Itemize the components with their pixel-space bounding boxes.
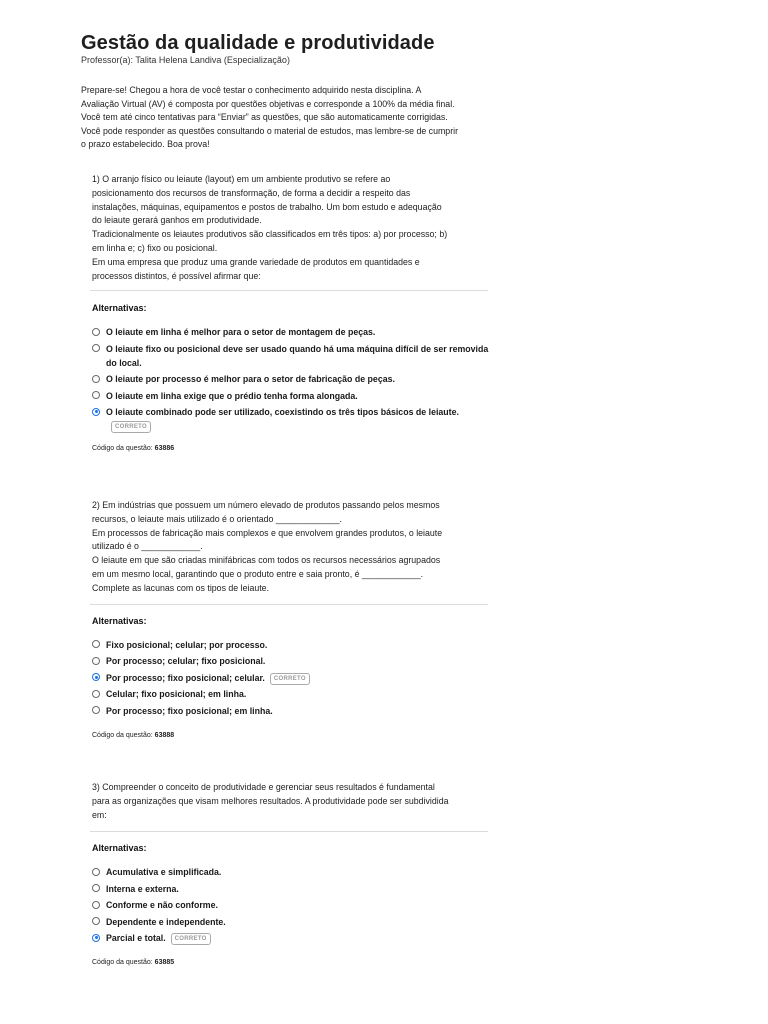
alternative-option[interactable] [92, 654, 497, 668]
alternative-text: O leiaute em linha é melhor para o setor de montagem de peças. [106, 327, 376, 338]
question-line: em: [92, 809, 107, 820]
alternative-option-selected[interactable] [92, 671, 497, 685]
alternatives-list [92, 325, 497, 433]
question-text [92, 173, 497, 283]
question-code [92, 445, 497, 452]
professor-label: Professor(a): Talita Helena Landiva (Especialização) [81, 55, 290, 65]
question-line: para as organizações que visam melhores resultados. A produtividade pode ser subdividida [92, 795, 449, 806]
alternative-option[interactable] [92, 915, 497, 929]
question-line: O leiaute em que são criadas minifábricas com todos os recursos necessários agrupados [92, 555, 441, 566]
alternative-text: Celular; fixo posicional; em linha. [106, 689, 247, 700]
alternative-text: O leiaute por processo é melhor para o setor de fabricação de peças. [106, 374, 395, 385]
question-line: 2) Em indústrias que possuem um número elevado de produtos passando pelos mesmos [92, 500, 440, 510]
radio-button[interactable] [92, 706, 100, 714]
question-line: do leiaute gerará ganhos em produtividade. [92, 215, 262, 226]
page-title: Gestão da qualidade e produtividade [81, 32, 435, 54]
intro-line: Você pode responder as questões consultando o material de estudos, mas lembre-se de cumprir [81, 125, 459, 136]
alternative-option[interactable] [92, 342, 497, 370]
question-text [92, 781, 497, 822]
question-line: em um mesmo local, garantindo que o produto entre e saia pronto, é ____________. [92, 568, 424, 579]
question-2 [92, 499, 497, 739]
alternative-text: Interna e externa. [106, 883, 179, 894]
intro-text [81, 84, 511, 152]
divider [90, 290, 488, 291]
radio-button-selected[interactable] [92, 408, 100, 416]
alternative-option-selected[interactable] [92, 931, 497, 945]
alternative-option[interactable] [92, 389, 497, 403]
question-line: em linha e; c) fixo ou posicional. [92, 242, 218, 253]
alternative-text: Parcial e total. [106, 933, 166, 944]
radio-button[interactable] [92, 344, 100, 352]
intro-line: Prepare-se! Chegou a hora de você testar o conhecimento adquirido nesta disciplina. A [81, 85, 422, 95]
question-line: 3) Compreender o conceito de produtividade e gerenciar seus resultados é fundamental [92, 782, 435, 792]
intro-line: o prazo estabelecido. Boa prova! [81, 139, 210, 150]
radio-button-selected[interactable] [92, 934, 100, 942]
radio-button[interactable] [92, 884, 100, 892]
alternative-text: O leiaute em linha exige que o prédio tenha forma alongada. [106, 390, 358, 401]
alternative-text: Por processo; fixo posicional; em linha. [106, 705, 273, 716]
question-code-label: Código da questão: [92, 959, 153, 967]
alternative-text: Por processo; celular; fixo posicional. [106, 656, 266, 667]
radio-button[interactable] [92, 868, 100, 876]
question-line: processos distintos, é possível afirmar que: [92, 270, 261, 281]
correct-badge: CORRETO [270, 673, 310, 685]
question-code-label: Código da questão: [92, 731, 153, 739]
alternative-option[interactable] [92, 638, 497, 652]
question-line: utilizado é o ____________. [92, 541, 203, 552]
question-code-label: Código da questão: [92, 445, 153, 453]
question-line: Tradicionalmente os leiautes produtivos são classificados em três tipos: a) por processo; b) [92, 229, 448, 240]
question-code [92, 959, 497, 966]
intro-line: Você tem até cinco tentativas para “Enviar” as questões, que são automaticamente corrigidas. [81, 112, 448, 123]
question-line: instalações, máquinas, equipamentos e postos de trabalho. Um bom estudo e adequação [92, 201, 442, 212]
alternative-text: O leiaute combinado pode ser utilizado, coexistindo os três tipos básicos de leiaute. [106, 407, 459, 418]
alternative-option[interactable] [92, 325, 497, 339]
question-text [92, 499, 497, 596]
radio-button[interactable] [92, 375, 100, 383]
intro-line: Avaliação Virtual (AV) é composta por questões objetivas e corresponde a 100% da média final. [81, 98, 455, 109]
alternative-option[interactable] [92, 704, 497, 718]
correct-badge: CORRETO [111, 421, 151, 433]
question-line: posicionamento dos recursos de transformação, de forma a decidir a respeito das [92, 187, 411, 198]
alternative-text: Dependente e independente. [106, 916, 226, 927]
question-1 [92, 173, 497, 452]
alternatives-heading: Alternativas: [92, 615, 147, 626]
alternative-option[interactable] [92, 898, 497, 912]
radio-button[interactable] [92, 917, 100, 925]
radio-button[interactable] [92, 657, 100, 665]
alternative-option[interactable] [92, 865, 497, 879]
alternative-option-selected[interactable] [92, 405, 497, 433]
question-line: Em processos de fabricação mais complexos e que envolvem grandes produtos, o leiaute [92, 527, 443, 538]
question-line: recursos, o leiaute mais utilizado é o orientado _____________. [92, 513, 342, 524]
correct-badge: CORRETO [171, 933, 211, 945]
alternative-text: Por processo; fixo posicional; celular. [106, 672, 265, 683]
question-line: Em uma empresa que produz uma grande variedade de produtos em quantidades e [92, 256, 420, 267]
alternative-text: Acumulativa e simplificada. [106, 867, 222, 878]
radio-button[interactable] [92, 328, 100, 336]
alternative-option[interactable] [92, 687, 497, 701]
radio-button-selected[interactable] [92, 673, 100, 681]
question-code-value: 63885 [154, 959, 175, 967]
question-3 [92, 781, 497, 966]
radio-button[interactable] [92, 901, 100, 909]
question-code-value: 63888 [154, 731, 175, 739]
question-line: 1) O arranjo físico ou leiaute (layout) em um ambiente produtivo se refere ao [92, 174, 391, 184]
divider [90, 604, 488, 605]
alternatives-list [92, 638, 497, 718]
alternatives-heading: Alternativas: [92, 843, 147, 854]
alternative-option[interactable] [92, 372, 497, 386]
question-code [92, 732, 497, 739]
alternative-text: Fixo posicional; celular; por processo. [106, 639, 268, 650]
alternative-text: Conforme e não conforme. [106, 900, 218, 911]
alternative-option[interactable] [92, 882, 497, 896]
radio-button[interactable] [92, 391, 100, 399]
question-code-value: 63886 [154, 445, 175, 453]
question-line: Complete as lacunas com os tipos de leiaute. [92, 582, 270, 593]
radio-button[interactable] [92, 640, 100, 648]
alternatives-heading: Alternativas: [92, 303, 147, 314]
divider [90, 831, 488, 832]
alternative-text: O leiaute fixo ou posicional deve ser usado quando há uma máquina difícil de ser removida do local. [106, 343, 489, 368]
radio-button[interactable] [92, 690, 100, 698]
alternatives-list [92, 865, 497, 945]
